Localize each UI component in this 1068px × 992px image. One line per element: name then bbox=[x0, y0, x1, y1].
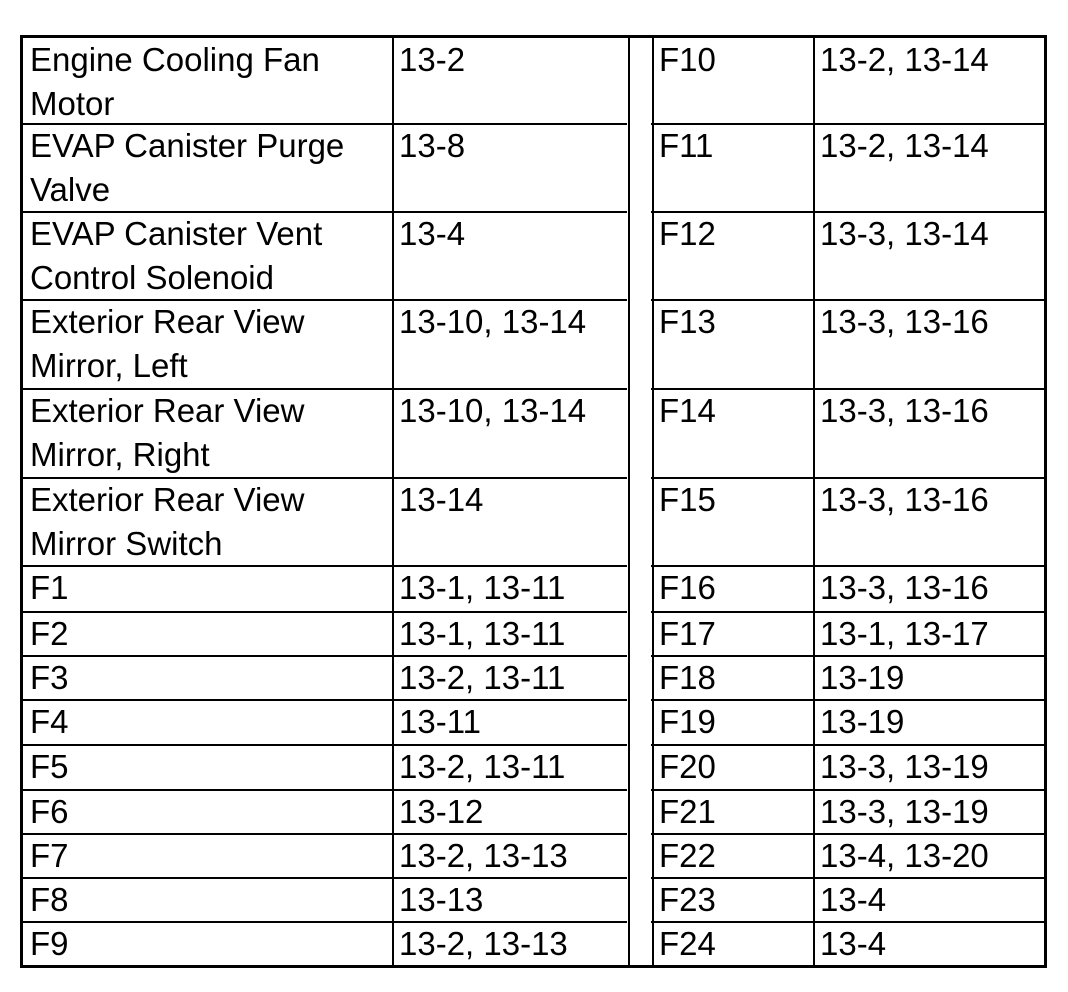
page-reference-cell: 13-2, 13-14 bbox=[820, 41, 989, 78]
page-reference-cell: 13-1, 13-11 bbox=[399, 615, 566, 652]
page-reference-cell: 13-3, 13-19 bbox=[820, 748, 989, 785]
component-name-cell: F14 bbox=[659, 392, 716, 429]
component-name-cell: F17 bbox=[659, 615, 716, 652]
page-reference-cell: 13-10, 13-14 bbox=[399, 303, 587, 340]
component-name-cell: F13 bbox=[659, 303, 716, 340]
page-reference-cell: 13-4, 13-20 bbox=[820, 837, 989, 874]
component-name-cell: F16 bbox=[659, 569, 716, 606]
page-reference-cell: 13-4 bbox=[399, 215, 466, 252]
component-name-cell: F7 bbox=[30, 837, 69, 874]
page-reference-cell: 13-2 bbox=[399, 41, 466, 78]
page-reference-cell: 13-13 bbox=[399, 881, 484, 918]
component-name-cell: F2 bbox=[30, 615, 69, 652]
component-name-cell: Exterior Rear View Mirror, Right bbox=[30, 392, 305, 473]
component-name-cell: F10 bbox=[659, 41, 716, 78]
component-name-cell: F24 bbox=[659, 925, 716, 962]
page-reference-cell: 13-11 bbox=[399, 703, 481, 740]
page-reference-cell: 13-1, 13-11 bbox=[399, 569, 566, 606]
component-name-cell: Engine Cooling Fan Motor bbox=[30, 41, 320, 122]
component-name-cell: F9 bbox=[30, 925, 69, 962]
component-name-cell: Exterior Rear View Mirror Switch bbox=[30, 481, 305, 562]
page-reference-cell: 13-4 bbox=[820, 925, 887, 962]
page-reference-cell: 13-19 bbox=[820, 703, 905, 740]
page-reference-cell: 13-2, 13-11 bbox=[399, 748, 566, 785]
component-name-cell: F23 bbox=[659, 881, 716, 918]
component-name-cell: Exterior Rear View Mirror, Left bbox=[30, 303, 305, 384]
component-name-cell: EVAP Canister Vent Control Solenoid bbox=[30, 215, 323, 296]
page-reference-cell: 13-3, 13-16 bbox=[820, 481, 989, 518]
component-name-cell: F1 bbox=[30, 569, 69, 606]
component-name-cell: F3 bbox=[30, 659, 69, 696]
component-name-cell: F15 bbox=[659, 481, 716, 518]
page-reference-cell: 13-2, 13-13 bbox=[399, 837, 568, 874]
component-name-cell: F4 bbox=[30, 703, 69, 740]
page-reference-cell: 13-2, 13-11 bbox=[399, 659, 566, 696]
page-reference-cell: 13-1, 13-17 bbox=[820, 615, 989, 652]
page-reference-cell: 13-3, 13-14 bbox=[820, 215, 989, 252]
component-name-cell: F6 bbox=[30, 793, 69, 830]
page-reference-cell: 13-3, 13-16 bbox=[820, 569, 989, 606]
component-name-cell: F11 bbox=[659, 127, 714, 164]
page-reference-cell: 13-2, 13-14 bbox=[820, 127, 989, 164]
column-divider bbox=[628, 38, 630, 965]
page-reference-cell: 13-8 bbox=[399, 127, 466, 164]
page-reference-cell: 13-3, 13-16 bbox=[820, 303, 989, 340]
page-reference-cell: 13-14 bbox=[399, 481, 484, 518]
component-name-cell: F12 bbox=[659, 215, 716, 252]
page-reference-cell: 13-3, 13-19 bbox=[820, 793, 989, 830]
component-name-cell: F20 bbox=[659, 748, 716, 785]
component-name-cell: F18 bbox=[659, 659, 716, 696]
component-name-cell: EVAP Canister Purge Valve bbox=[30, 127, 345, 208]
component-name-cell: F5 bbox=[30, 748, 69, 785]
page-reference-cell: 13-19 bbox=[820, 659, 905, 696]
page-reference-cell: 13-10, 13-14 bbox=[399, 392, 587, 429]
component-name-cell: F19 bbox=[659, 703, 716, 740]
component-name-cell: F22 bbox=[659, 837, 716, 874]
page-reference-cell: 13-12 bbox=[399, 793, 484, 830]
component-name-cell: F8 bbox=[30, 881, 69, 918]
page-reference-cell: 13-4 bbox=[820, 881, 887, 918]
page-reference-cell: 13-3, 13-16 bbox=[820, 392, 989, 429]
page-reference-cell: 13-2, 13-13 bbox=[399, 925, 568, 962]
component-name-cell: F21 bbox=[659, 793, 716, 830]
